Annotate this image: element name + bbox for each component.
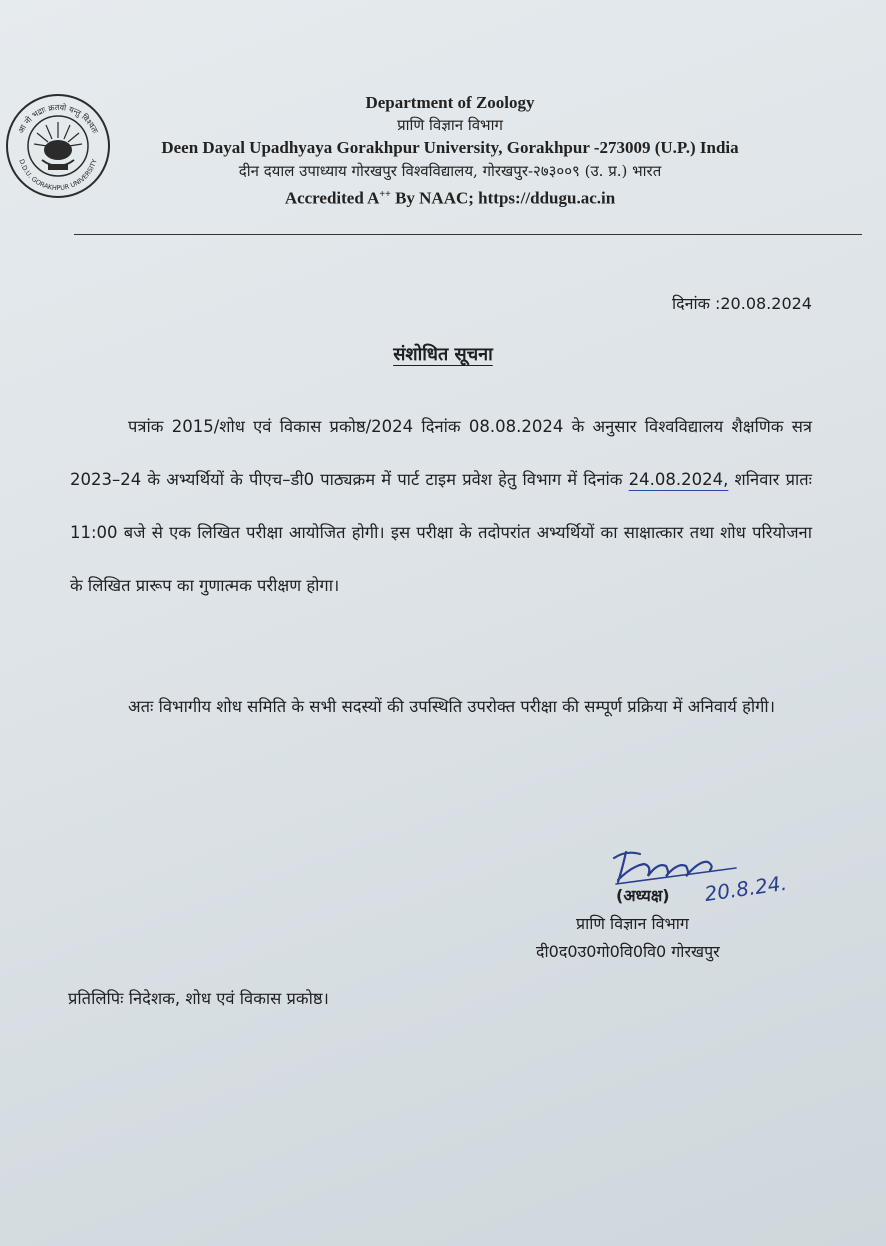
university-name-en: Deen Dayal Upadhyaya Gorakhpur University, Gorakhpur -273009 (U.P.) India bbox=[161, 138, 739, 157]
university-seal-logo bbox=[4, 92, 112, 200]
notice-paragraph-1: पत्रांक 2015/शोध एवं विकास प्रकोष्ठ/2024 दिनांक 08.08.2024 के अनुसार विश्वविद्यालय शैक्षणिक सत्र 2023–24 के अभ्यर्थियों के पीएच–डी0 पाठ्यक्रम में पार्ट टाइम प्रवेश हेतु विभाग में दिनांक 24.08.2024, शनिवार प्रातः 11:00 बजे से एक लिखित परीक्षा आयोजित होगी। इस परीक्षा के तदोपरांत अभ्यर्थियों का साक्षात्कार तथा शोध परियोजना के लिखित प्रारूप का गुणात्मक परीक्षण होगा। bbox=[70, 417, 812, 595]
copy-to-line: प्रतिलिपिः निदेशक, शोध एवं विकास प्रकोष्ठ। bbox=[68, 989, 329, 1008]
letterhead-divider bbox=[74, 234, 862, 235]
accreditation-line: Accredited A++ By NAAC; https://ddugu.ac.in bbox=[284, 188, 616, 208]
exam-date-underlined: 24.08.2024, bbox=[628, 470, 729, 489]
signatory-university: दी0द0उ0गो0वि0वि0 गोरखपुर bbox=[536, 942, 720, 961]
svg-text:D.D.U. GORAKHPUR UNIVERSITY: D.D.U. GORAKHPUR UNIVERSITY bbox=[17, 158, 99, 193]
letterhead bbox=[110, 92, 790, 212]
signature-block bbox=[536, 882, 786, 966]
signatory-title: (अध्यक्ष) bbox=[616, 886, 670, 905]
signatory-department: प्राणि विज्ञान विभाग bbox=[576, 914, 689, 933]
department-name-hi: प्राणि विज्ञान विभाग bbox=[397, 116, 503, 134]
notice-date: दिनांक :20.08.2024 bbox=[671, 294, 812, 313]
svg-text:आ नो भद्राः क्रतवो यन्तु विश्व: आ नो भद्राः क्रतवो यन्तु विश्वतः bbox=[16, 102, 100, 135]
signature-date: 20.8.24. bbox=[702, 870, 789, 906]
university-name-hi: दीन दयाल उपाध्याय गोरखपुर विश्वविद्यालय, गोरखपुर-२७३००९ (उ. प्र.) भारत bbox=[238, 162, 662, 180]
notice-paragraph-2: अतः विभागीय शोध समिति के सभी सदस्यों की उपस्थिति उपरोक्त परीक्षा की सम्पूर्ण प्रक्रिया में अनिवार्य होगी। bbox=[128, 697, 775, 716]
department-name-en: Department of Zoology bbox=[365, 93, 535, 112]
notice-heading: संशोधित सूचना bbox=[393, 344, 493, 365]
